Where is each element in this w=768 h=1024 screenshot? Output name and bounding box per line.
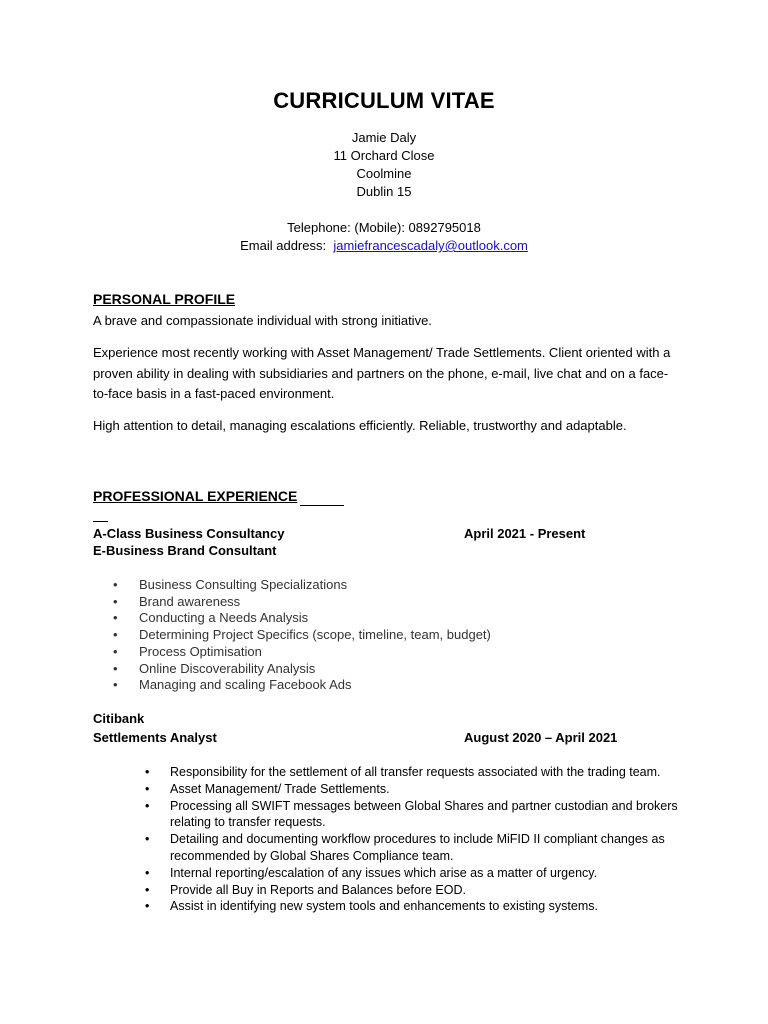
profile-paragraph: A brave and compassionate individual with strong initiative. bbox=[93, 313, 432, 328]
email-label: Email address: bbox=[240, 238, 327, 253]
email-row bbox=[0, 237, 768, 255]
email-link[interactable]: jamiefrancescadaly@outlook.com bbox=[333, 238, 528, 253]
list-item: • Responsibility for the settlement of all transfer requests associated with the trading team. bbox=[145, 764, 685, 781]
job-dates: April 2021 - Present bbox=[464, 526, 586, 541]
list-item: • Asset Management/ Trade Settlements. bbox=[145, 781, 685, 798]
address-line: Coolmine bbox=[356, 166, 412, 181]
heading-rule bbox=[300, 505, 344, 506]
document-title: CURRICULUM VITAE bbox=[273, 88, 495, 113]
list-item: • Internal reporting/escalation of any issues which arise as a matter of urgency. bbox=[145, 865, 685, 882]
job-company: A-Class Business Consultancy bbox=[93, 526, 285, 541]
list-item: • Online Discoverability Analysis bbox=[113, 661, 491, 678]
job-dates: August 2020 – April 2021 bbox=[464, 730, 618, 745]
profile-paragraph: High attention to detail, managing escalations efficiently. Reliable, trustworthy and adaptable. bbox=[93, 418, 627, 433]
job-bullet-list bbox=[145, 764, 685, 915]
list-item: • Managing and scaling Facebook Ads bbox=[113, 677, 491, 694]
list-item: • Business Consulting Specializations bbox=[113, 577, 491, 594]
list-item: • Processing all SWIFT messages between Global Shares and partner custodian and brokers relating to transfer requests. bbox=[145, 798, 685, 832]
list-item: • Detailing and documenting workflow procedures to include MiFID II compliant changes as recommended by Global Shares Compliance team. bbox=[145, 831, 685, 865]
address-line: Dublin 15 bbox=[356, 184, 412, 199]
job-role: Settlements Analyst bbox=[93, 730, 217, 745]
job-company: Citibank bbox=[93, 711, 145, 726]
list-item: • Assist in identifying new system tools and enhancements to existing systems. bbox=[145, 898, 685, 915]
list-item: • Brand awareness bbox=[113, 594, 491, 611]
job-role: E-Business Brand Consultant bbox=[93, 543, 277, 558]
list-item: • Process Optimisation bbox=[113, 644, 491, 661]
list-item: • Determining Project Specifics (scope, timeline, team, budget) bbox=[113, 627, 491, 644]
contact-name: Jamie Daly bbox=[351, 130, 417, 145]
job-bullet-list bbox=[113, 577, 491, 694]
heading-rule bbox=[93, 521, 108, 522]
telephone: Telephone: (Mobile): 0892795018 bbox=[287, 220, 481, 235]
address-line: 11 Orchard Close bbox=[333, 148, 435, 163]
address-block bbox=[0, 129, 768, 201]
list-item: • Provide all Buy in Reports and Balances before EOD. bbox=[145, 882, 685, 899]
profile-paragraph: Experience most recently working with Asset Management/ Trade Settlements. Client oriented with a proven ability in dealing with subsidiaries and partners on the phone, e-mail, live chat and on a face-to-face basis in a fast-paced environment. bbox=[93, 345, 671, 401]
professional-experience-heading: PROFESSIONAL EXPERIENCE bbox=[93, 488, 298, 504]
list-item: • Conducting a Needs Analysis bbox=[113, 610, 491, 627]
contact-block bbox=[0, 219, 768, 255]
personal-profile-heading: PERSONAL PROFILE bbox=[93, 291, 236, 307]
